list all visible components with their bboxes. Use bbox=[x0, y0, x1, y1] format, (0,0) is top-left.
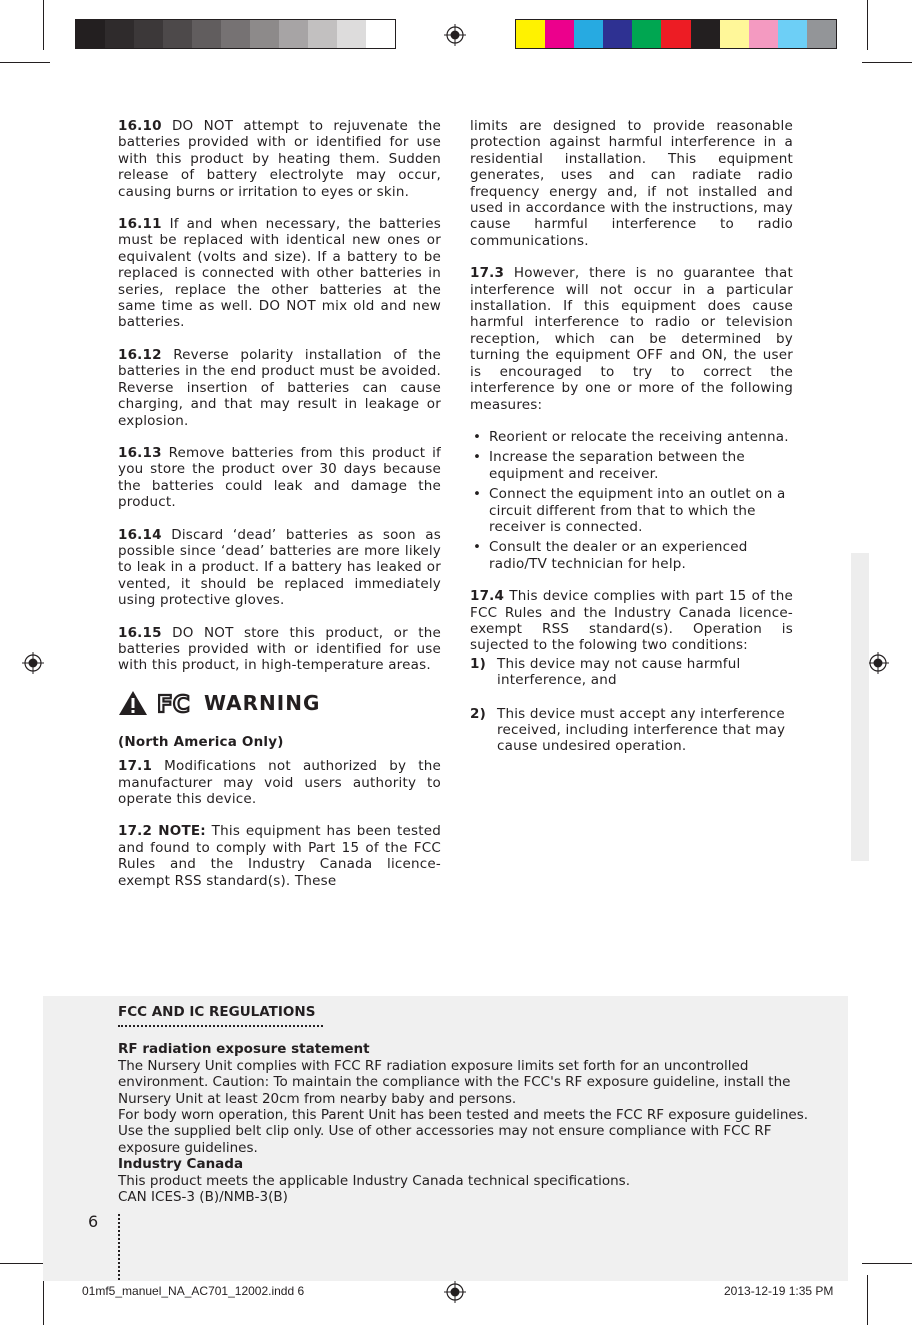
color-swatch bbox=[279, 20, 308, 48]
rf-text-body-worn: For body worn operation, this Parent Unit has been tested and meets the FCC RF exposure guidelines. Use the supplied belt clip only. Use of other accessories may not ensure compliance with FCC RF exposure guidelines. bbox=[118, 1107, 809, 1156]
crop-mark bbox=[43, 0, 44, 50]
color-swatch bbox=[778, 20, 807, 48]
crop-mark bbox=[867, 1275, 868, 1325]
color-swatch bbox=[545, 20, 574, 48]
warning-title: WARNING bbox=[204, 690, 321, 715]
color-swatch bbox=[76, 20, 105, 48]
color-swatch bbox=[308, 20, 337, 48]
warning-triangle-icon bbox=[118, 690, 148, 716]
color-swatch bbox=[661, 20, 690, 48]
registration-mark-icon bbox=[867, 652, 889, 674]
paragraph-limits: limits are designed to provide reasonable protection against harmful interference in a residential installation. This equipment generates, uses and can radiate radio frequency energy and, if not installed and used in accordance with the instructions, may cause harmful interference to radio communications. bbox=[470, 118, 793, 249]
color-swatch bbox=[192, 20, 221, 48]
fcc-logo-icon bbox=[156, 690, 196, 716]
paragraph-17-4: 17.4 This device complies with part 15 of the FCC Rules and the Industry Canada licence-exempt RSS standard(s). Operation is sujected to the folowing two conditions: bbox=[470, 588, 793, 654]
registration-mark-icon bbox=[444, 1281, 466, 1303]
color-swatch bbox=[720, 20, 749, 48]
color-swatch bbox=[105, 20, 134, 48]
right-column bbox=[470, 118, 793, 772]
crop-mark bbox=[43, 1275, 44, 1325]
list-item: • Reorient or relocate the receiving antenna. bbox=[470, 429, 793, 445]
color-swatch bbox=[163, 20, 192, 48]
page-number: 6 bbox=[88, 1212, 99, 1231]
crop-mark bbox=[0, 62, 50, 63]
dotted-rule bbox=[118, 1214, 120, 1280]
color-swatch bbox=[250, 20, 279, 48]
list-item: 2) This device must accept any interference received, including interference that may cause undesired operation. bbox=[470, 705, 786, 755]
crop-mark bbox=[867, 0, 868, 50]
color-swatch bbox=[516, 20, 545, 48]
fcc-content bbox=[118, 1004, 818, 1205]
footer-filename: 01mf5_manuel_NA_AC701_12002.indd 6 bbox=[82, 1284, 305, 1298]
color-swatch bbox=[691, 20, 720, 48]
color-swatch bbox=[603, 20, 632, 48]
color-swatch bbox=[134, 20, 163, 48]
svg-text:FC: FC bbox=[157, 691, 190, 716]
rf-text: The Nursery Unit complies with FCC RF radiation exposure limits set forth for an uncontrolled environment. Caution: To maintain the compliance with the FCC's RF exposure guideline, install the Nursery Unit at least 20cm from nearby baby and persons. bbox=[118, 1057, 791, 1107]
dotted-divider bbox=[118, 1022, 323, 1027]
ic-heading: Industry Canada bbox=[118, 1156, 244, 1173]
color-swatch bbox=[807, 20, 836, 48]
warning-heading bbox=[118, 690, 441, 716]
list-item: • Increase the separation between the equipment and receiver. bbox=[470, 449, 793, 482]
fcc-regulations-box bbox=[43, 996, 848, 1281]
color-swatch bbox=[221, 20, 250, 48]
paragraph-16-12: 16.12 Reverse polarity installation of the batteries in the end product must be avoided. Reverse insertion of batteries can cause charging, and that may result in leakage or explosion. bbox=[118, 346, 441, 429]
ic-text: This product meets the applicable Industry Canada technical specifications. bbox=[118, 1172, 631, 1189]
paragraph-16-14: 16.14 Discard ‘dead’ batteries as soon as possible since ‘dead’ batteries are more likely to leak in a product. If a battery has leaked or vented, it should be replaced immediately using protective gloves. bbox=[118, 526, 441, 609]
conditions-list bbox=[470, 656, 793, 755]
crop-mark bbox=[862, 62, 912, 63]
color-swatch bbox=[366, 20, 395, 48]
color-swatch bbox=[337, 20, 366, 48]
list-item: 1) This device may not cause harmful interference, and bbox=[470, 655, 741, 689]
paragraph-16-15: 16.15 DO NOT store this product, or the batteries provided with or identified for use with this product, in high-temperature areas. bbox=[118, 624, 441, 674]
process-color-bar bbox=[515, 19, 837, 49]
color-swatch bbox=[574, 20, 603, 48]
paragraph-16-10: 16.10 DO NOT attempt to rejuvenate the batteries provided with or identified for use with this product by heating them. Sudden release of battery electrolyte may occur, causing burns or irritation to eyes or skin. bbox=[118, 118, 441, 200]
registration-mark-icon bbox=[22, 652, 44, 674]
left-column bbox=[118, 118, 441, 905]
crop-mark bbox=[862, 1263, 912, 1264]
color-swatch bbox=[632, 20, 661, 48]
registration-mark-icon bbox=[444, 24, 466, 46]
paragraph-17-3: 17.3 However, there is no guarantee that interference will not occur in a particular installation. If this equipment does cause harmful interference to radio or television reception, which can be determined by turning the equipment OFF and ON, the user is encouraged to try to correct the interference by one or more of the following measures: bbox=[470, 265, 793, 413]
side-tab bbox=[851, 553, 869, 861]
footer-timestamp: 2013-12-19 1:35 PM bbox=[724, 1284, 834, 1298]
measures-list bbox=[470, 429, 793, 572]
fcc-title: FCC AND IC REGULATIONS bbox=[118, 1004, 316, 1020]
color-swatch bbox=[749, 20, 778, 48]
paragraph-16-13: 16.13 Remove batteries from this product if you store the product over 30 days because the batteries could leak and damage the product. bbox=[118, 444, 441, 511]
region-subheading: (North America Only) bbox=[118, 733, 284, 750]
ic-code: CAN ICES-3 (B)/NMB-3(B) bbox=[118, 1189, 288, 1206]
grayscale-color-bar bbox=[75, 19, 396, 49]
list-item: • Consult the dealer or an experienced radio/TV technician for help. bbox=[470, 539, 793, 572]
list-item: • Connect the equipment into an outlet on a circuit different from that to which the receiver is connected. bbox=[470, 486, 793, 535]
paragraph-17-2: 17.2 NOTE: This equipment has been tested and found to comply with Part 15 of the FCC Rules and the Industry Canada licence-exempt RSS standard(s). These bbox=[118, 823, 441, 889]
paragraph-17-1: 17.1 Modifications not authorized by the manufacturer may void users authority to operate this device. bbox=[118, 758, 441, 807]
rf-heading: RF radiation exposure statement bbox=[118, 1041, 370, 1058]
paragraph-16-11: 16.11 If and when necessary, the batteries must be replaced with identical new ones or equivalent (volts and size). If a battery to be replaced is connected with other batteries in series, replace the other batteries at the same time as well. DO NOT mix old and new batteries. bbox=[118, 216, 441, 331]
